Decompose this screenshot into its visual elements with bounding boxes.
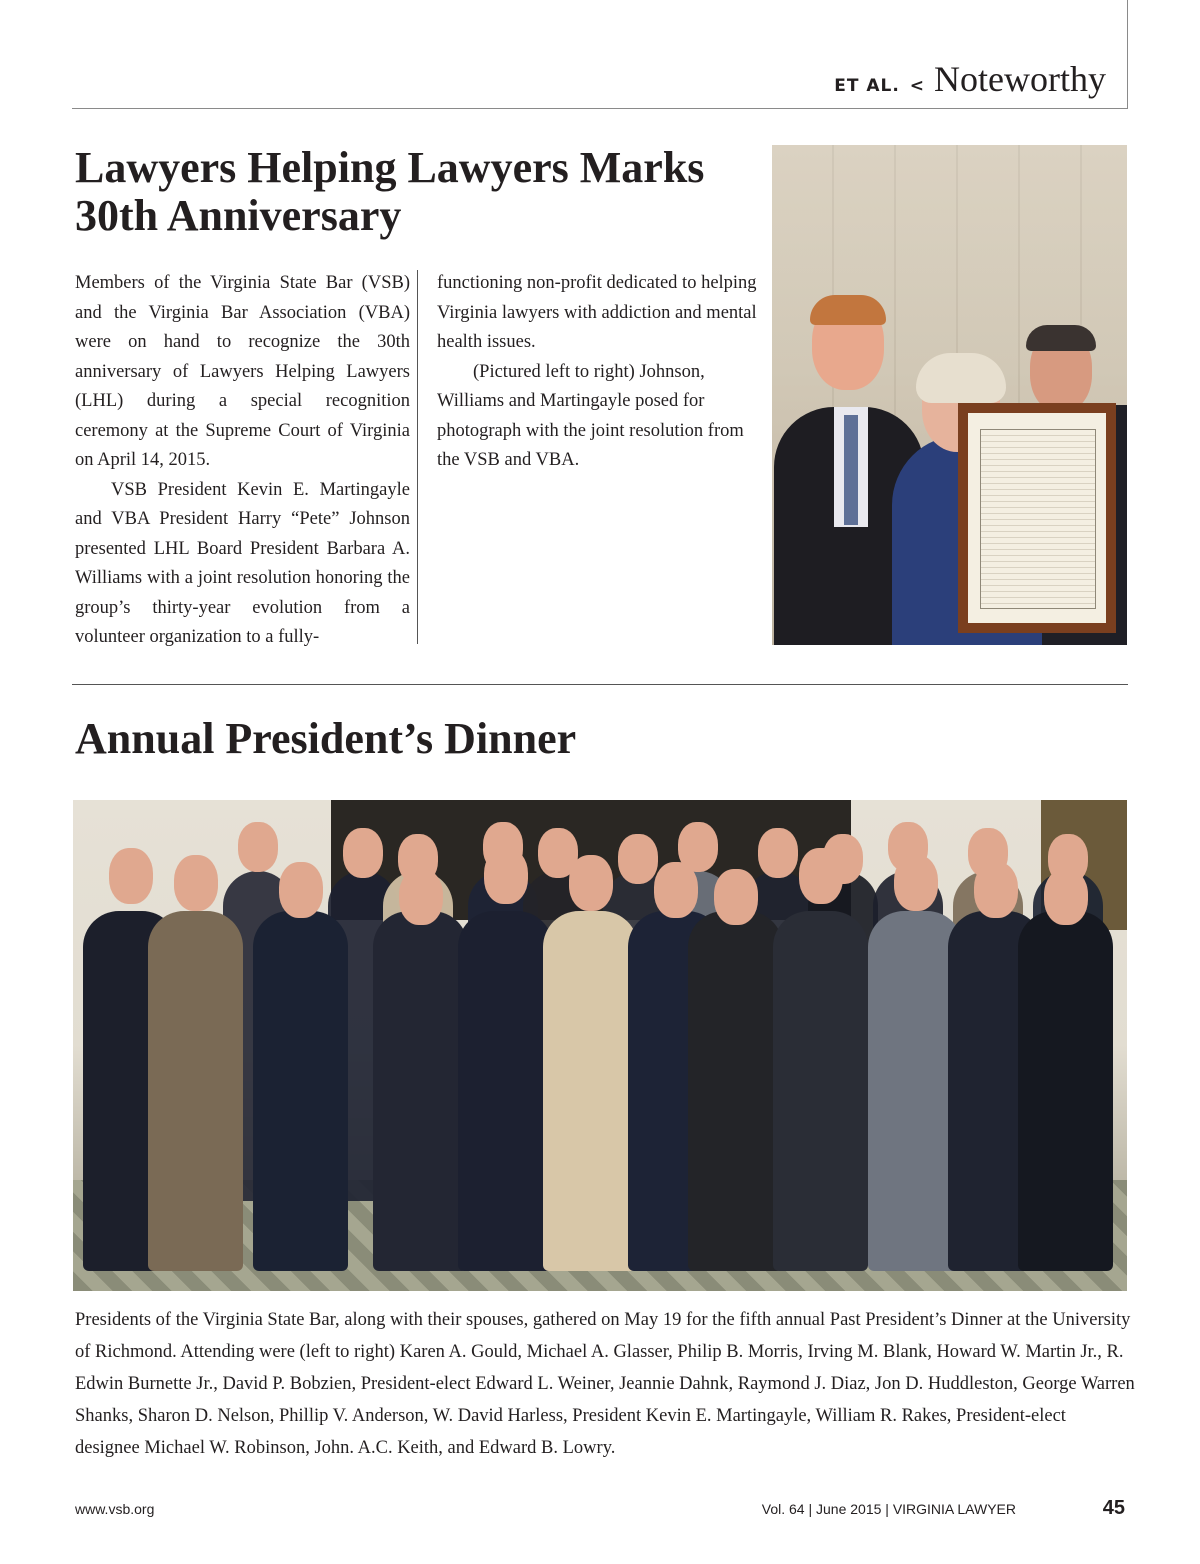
column-divider	[417, 270, 418, 644]
photo-person-front	[373, 911, 468, 1271]
photo-person-front	[773, 911, 868, 1271]
photo-person-front-head	[799, 848, 843, 904]
article-1-title: Lawyers Helping Lawyers Marks 30th Anniversary	[75, 143, 705, 240]
photo-person-back-head	[343, 828, 383, 878]
photo-person-front	[458, 911, 553, 1271]
photo-person-left-tie	[844, 415, 858, 525]
article-1-paragraph-1: Members of the Virginia State Bar (VSB) and the Virginia Bar Association (VBA) were on hand to recognize the 30th anniversary of Lawyers Helping Lawyers (LHL) during a special recognition ceremony at the Supreme Court of Virginia on April 14, 2015.	[75, 273, 410, 470]
photo-person-front	[253, 911, 348, 1271]
photo-person-front	[1018, 911, 1113, 1271]
photo-person-back-head	[238, 822, 278, 872]
footer-issue: Vol. 64 | June 2015 | VIRGINIA LAWYER	[761, 1501, 1016, 1517]
header-vertical-rule	[1127, 0, 1128, 109]
group-photo	[73, 800, 1127, 1291]
photo-person-front-head	[974, 862, 1018, 918]
footer-url: www.vsb.org	[75, 1501, 155, 1517]
photo-person-front-head	[654, 862, 698, 918]
photo-person-front	[543, 911, 638, 1271]
section-name: Noteworthy	[934, 59, 1106, 99]
page-number: 45	[1102, 1497, 1125, 1519]
photo-person-front-head	[279, 862, 323, 918]
article-1-paragraph-3: functioning non-profit dedicated to helping Virginia lawyers with addiction and mental health issues.	[437, 273, 757, 352]
article-1-photo	[772, 145, 1127, 645]
article-1-paragraph-2: VSB President Kevin E. Martingayle and VBA President Harry “Pete” Johnson presented LHL Board President Barbara A. Williams with a joint resolution honoring the group’s thirty-year evolution from a volunteer organization to a fully-	[75, 479, 410, 647]
article-1-column-2	[437, 269, 757, 476]
photo-person-front-head	[399, 869, 443, 925]
photo-person-left-hair	[810, 295, 886, 325]
article-2-title: Annual President’s Dinner	[75, 714, 577, 763]
photo-person-front-head	[569, 855, 613, 911]
group-photo-caption: Presidents of the Virginia State Bar, along with their spouses, gathered on May 19 for the fifth annual Past President’s Dinner at the University of Richmond. Attending were (left to right) Karen A. Gould, Michael A. Glasser, Philip B. Morris, Irving M. Blank, Howard W. Martin Jr., R. Edwin Burnette Jr., David P. Bobzien, President-elect Edward L. Weiner, Jeannie Dahnk, Raymond J. Diaz, Jon D. Huddleston, George Warren Shanks, Sharon D. Nelson, Phillip V. Anderson, W. David Harless, President Kevin E. Martingayle, William R. Rakes, President-elect designee Michael W. Robinson, John. A.C. Keith, and Edward B. Lowry.	[75, 1310, 1135, 1458]
article-1-paragraph-4: (Pictured left to right) Johnson, Williams and Martingayle posed for photograph with the joint resolution from the VSB and VBA.	[437, 361, 744, 470]
photo-person-right-hair	[1026, 325, 1096, 351]
photo-person-front	[688, 911, 783, 1271]
framed-resolution-document	[980, 429, 1096, 609]
photo-person-front-head	[1044, 869, 1088, 925]
section-divider	[72, 684, 1128, 685]
photo-person-front-head	[109, 848, 153, 904]
photo-person-back-head	[618, 834, 658, 884]
photo-person-front-head	[484, 848, 528, 904]
photo-person-center-hair	[916, 353, 1006, 403]
photo-person-front-head	[714, 869, 758, 925]
photo-person-front	[148, 911, 243, 1271]
photo-person-back-head	[758, 828, 798, 878]
photo-person-front-head	[894, 855, 938, 911]
photo-person-front-head	[174, 855, 218, 911]
kicker-label: ET AL.	[834, 76, 900, 96]
kicker-separator: <	[909, 76, 925, 96]
header-rule	[72, 108, 1128, 109]
article-1-column-1	[75, 269, 410, 653]
section-kicker	[834, 58, 1106, 100]
